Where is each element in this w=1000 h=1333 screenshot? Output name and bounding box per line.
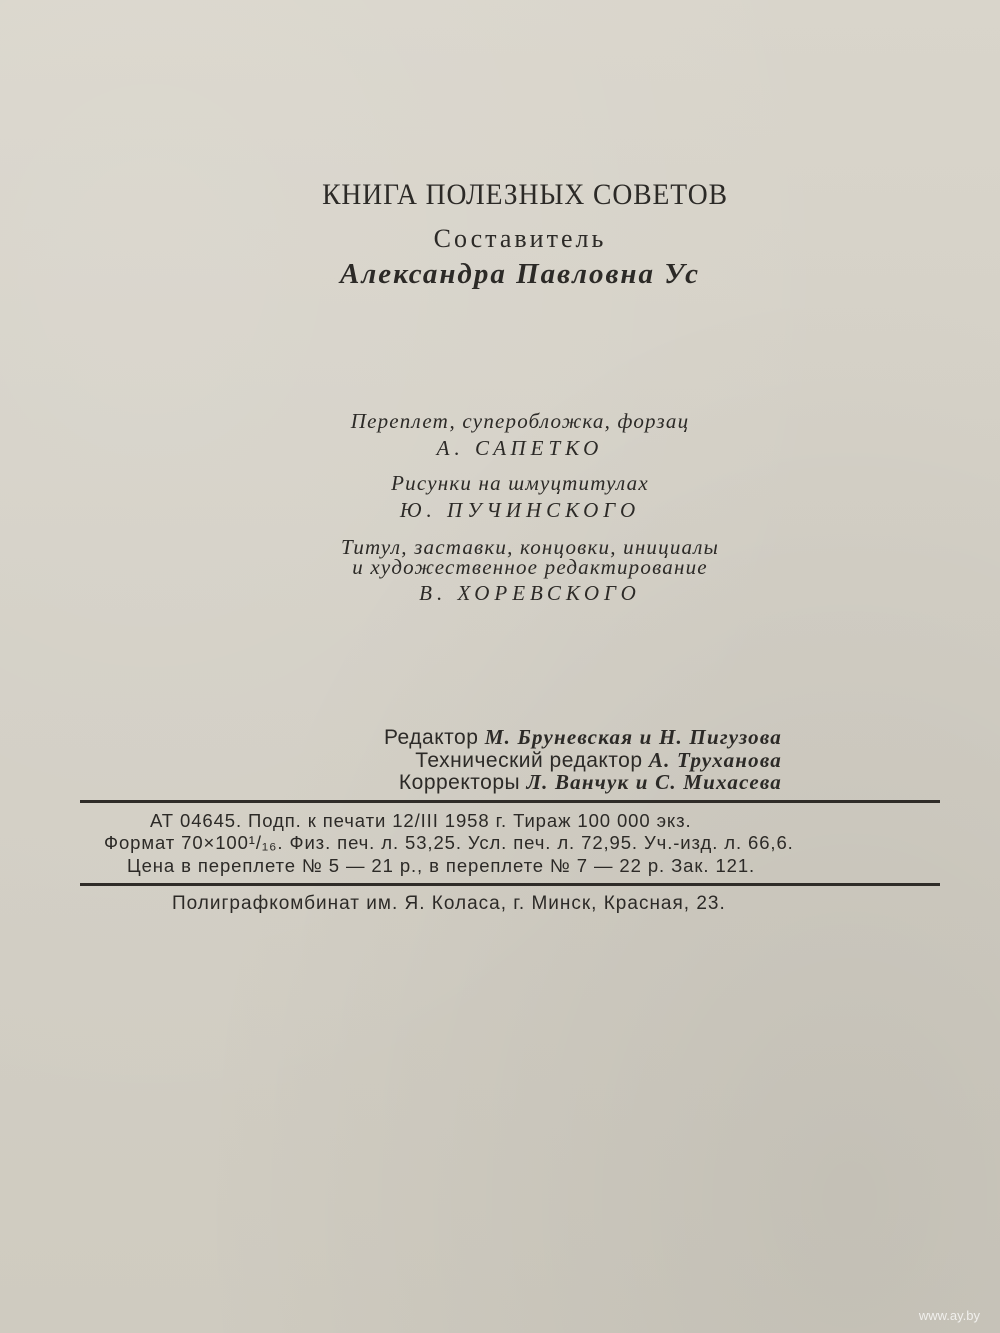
credit-role-title-design: Титул, заставки, концовки, инициалы — [340, 535, 720, 559]
staff-proofreaders-label: Корректоры — [398, 771, 521, 794]
imprint-line-2: Формат 70×100¹/₁₆. Физ. печ. л. 53,25. Усл. печ. л. 72,95. Уч.-изд. л. 66,6. — [104, 832, 794, 853]
staff-proofreaders — [399, 772, 782, 793]
staff-tech-editor-names: А. Труханова — [648, 748, 782, 772]
compiler-label: Составитель — [433, 224, 607, 253]
credit-role-drawings: Рисунки на шмуцтитулах — [391, 471, 649, 495]
staff-tech-editor — [415, 750, 782, 771]
staff-editor-label: Редактор — [383, 726, 479, 749]
imprint-line-3: Цена в переплете № 5 — 21 р., в переплете № 7 — 22 р. Зак. 121. — [127, 855, 756, 876]
printer-line: Полиграфкомбинат им. Я. Коласа, г. Минск, Красная, 23. — [172, 893, 726, 914]
compiler-name: Александра Павловна Ус — [340, 258, 700, 290]
credit-name-drawings: Ю. ПУЧИНСКОГО — [399, 498, 641, 522]
staff-editor — [384, 727, 782, 748]
book-title: КНИГА ПОЛЕЗНЫХ СОВЕТОВ — [322, 178, 728, 211]
credit-role-binding: Переплет, суперобложка, форзац — [350, 409, 690, 433]
credit-name-binding: А. САПЕТКО — [436, 436, 604, 460]
top-divider — [80, 800, 940, 803]
credit-name-title-design: В. ХОРЕВСКОГО — [419, 581, 641, 605]
staff-tech-editor-label: Технический редактор — [415, 749, 643, 772]
bottom-divider — [80, 883, 940, 886]
credit-role-art-editing: и художественное редактирование — [352, 555, 708, 579]
imprint-line-1: АТ 04645. Подп. к печати 12/III 1958 г. Тираж 100 000 экз. — [150, 810, 692, 831]
site-watermark: www.ay.by — [918, 1308, 980, 1323]
staff-proofreaders-names: Л. Ванчук и С. Михасева — [526, 770, 782, 794]
staff-editor-names: М. Бруневская и Н. Пигузова — [484, 725, 782, 749]
